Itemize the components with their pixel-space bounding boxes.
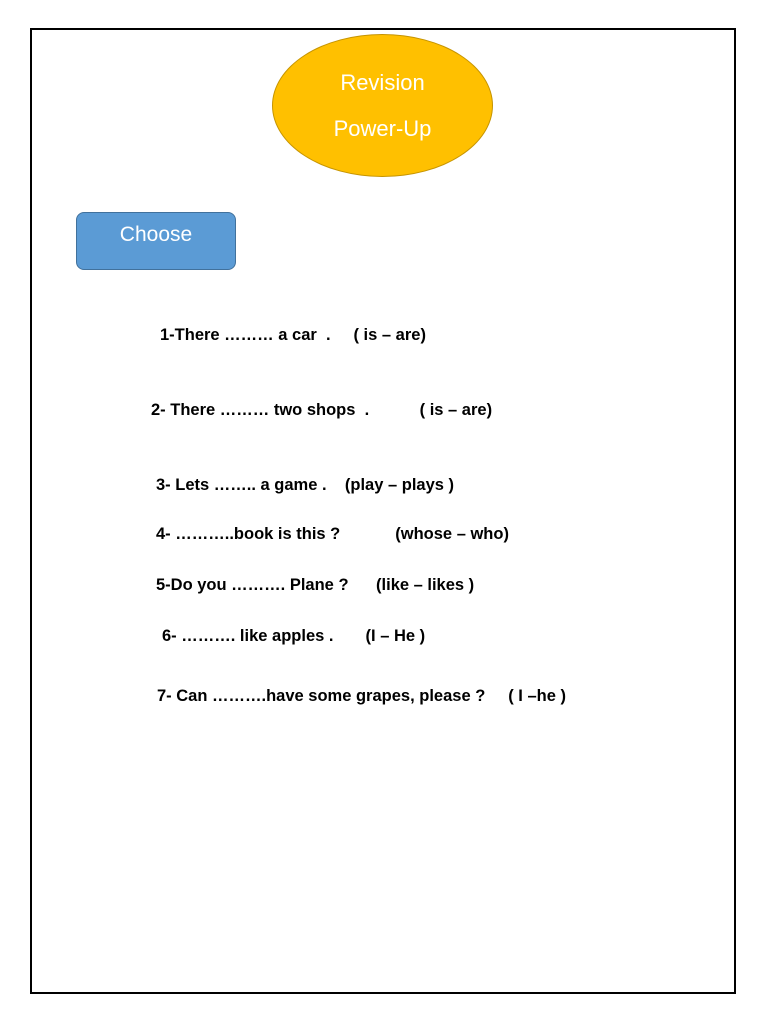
title-line-2: Power-Up — [333, 115, 432, 141]
title-line-1: Revision — [340, 69, 425, 95]
title-oval — [272, 34, 493, 177]
question-1: 1-There ……… a car . ( is – are) — [160, 326, 426, 344]
question-2: 2- There ……… two shops . ( is – are) — [151, 401, 493, 419]
question-3: 3- Lets …….. a game . (play – plays ) — [156, 476, 455, 494]
question-4: 4- ………..book is this ? (whose – who) — [156, 525, 509, 543]
question-5: 5-Do you ………. Plane ? (like – likes ) — [156, 576, 475, 594]
section-label: Choose — [119, 223, 193, 246]
question-6: 6- ………. like apples . (I – He ) — [162, 627, 426, 645]
section-label-box — [76, 212, 236, 270]
question-7: 7- Can ……….have some grapes, please ? ( I –he ) — [157, 687, 566, 705]
